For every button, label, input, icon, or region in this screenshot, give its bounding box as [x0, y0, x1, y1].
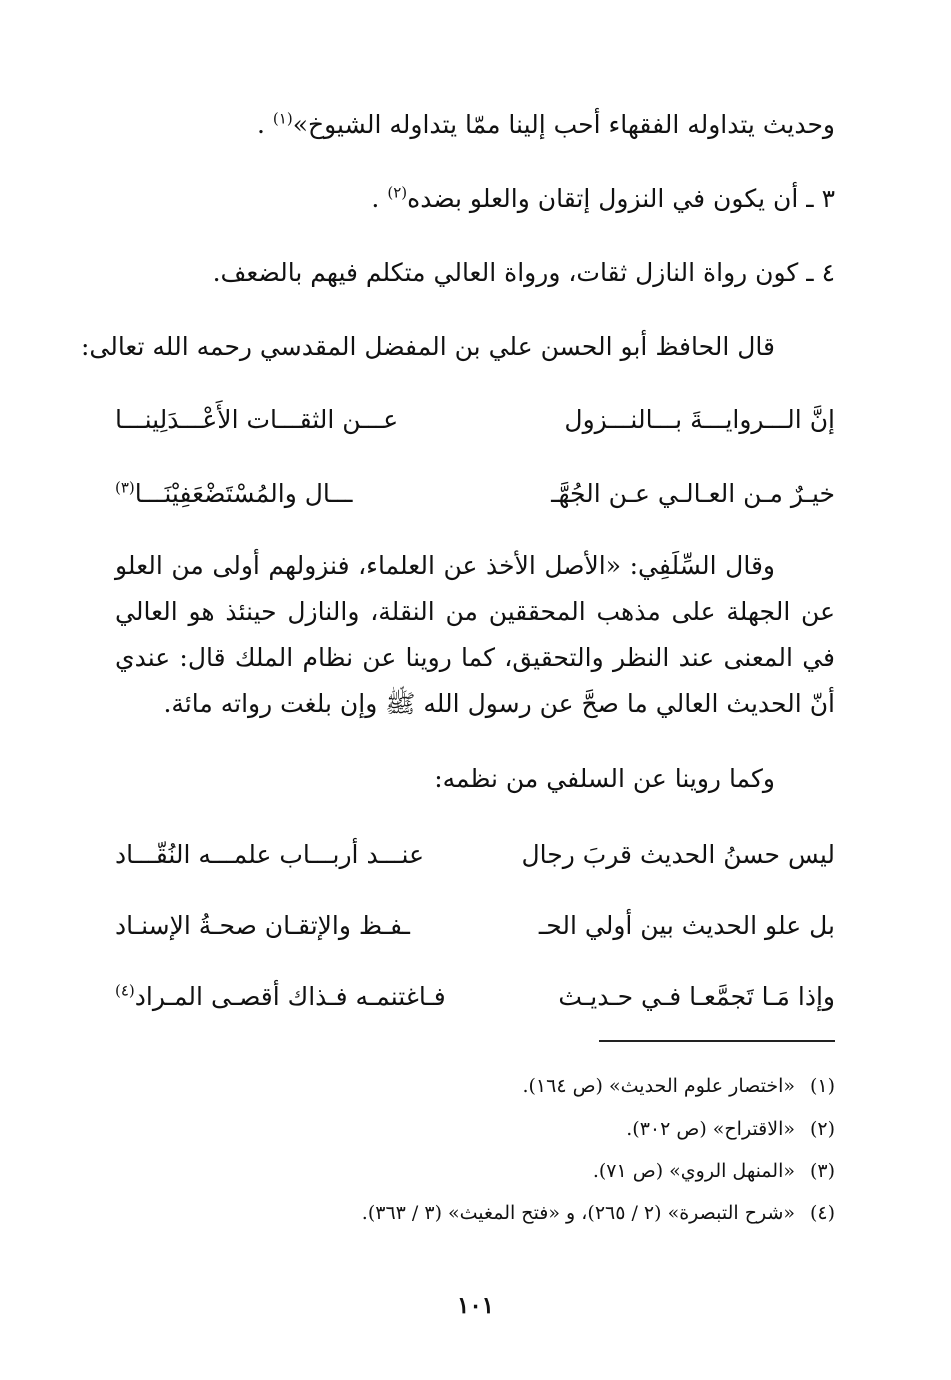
verse-2-first-hemistich: خيـرٌ مـن العـالـي عـن الجُهَّـ: [551, 479, 835, 508]
footnote-2-number: (٢): [809, 1118, 835, 1140]
verse-5-first-hemistich: وإذا مَـا تَجمَّعـا فـي حـديـث: [558, 982, 835, 1011]
body-line-hadith-quote-end: [257, 108, 835, 142]
footnote-ref-1[interactable]: (١): [272, 109, 293, 128]
poem-intro-2: [434, 762, 775, 796]
poem-intro-1-text: قال الحافظ أبو الحسن علي بن المفضل المقدسي رحمه الله تعالى:: [80, 332, 775, 361]
verse-2-second-hemistich-text: ـــال والمُسْتَضْعَفِيْنَـــا: [134, 479, 353, 508]
verse-3-second-hemistich: عنـــد أربـــاب علمـــه النُقّـــاد: [115, 840, 424, 869]
verse-3-first-hemistich: ليس حسنُ الحديث قربَ رجال: [521, 840, 835, 869]
verse-2: [115, 474, 835, 514]
body-text: وحديث يتداوله الفقهاء أحب إلينا ممّا يتداوله الشيوخ»: [292, 110, 835, 139]
body-text-end: .: [257, 110, 273, 139]
footnote-3: [593, 1158, 835, 1184]
verse-3: [115, 835, 835, 875]
footnote-separator: [599, 1040, 835, 1042]
footnote-ref-2[interactable]: (٢): [387, 183, 408, 202]
page-number: ١٠١: [456, 1292, 495, 1319]
poem-intro-1: [81, 330, 775, 364]
list-item-4-text: ٤ ـ كون رواة النازل ثقات، ورواة العالي متكلم فيهم بالضعف.: [212, 258, 835, 287]
footnote-4-number: (٤): [809, 1202, 835, 1224]
footnote-ref-4[interactable]: (٤): [115, 981, 135, 1000]
footnote-2-text: «الاقتراح» (ص ٣٠٢).: [626, 1118, 795, 1140]
footnote-1-number: (١): [809, 1075, 835, 1097]
footnote-3-text: «المنهل الروي» (ص ٧١).: [592, 1160, 795, 1182]
footnote-1-text: «اختصار علوم الحديث» (ص ١٦٤).: [522, 1075, 795, 1097]
verse-5-second-hemistich-text: فـاغتنمـه فـذاك أقصـى المـراد: [134, 982, 446, 1011]
list-item-3-end: .: [371, 184, 388, 213]
footnote-4-text: «شرح التبصرة» (٢ / ٢٦٥)، و «فتح المغيث» (٣ / ٣٦٣).: [361, 1202, 795, 1224]
list-item-3: [371, 182, 835, 216]
list-item-3-text: ٣ ـ أن يكون في النزول إتقان والعلو بضده: [407, 184, 835, 213]
footnote-1: [522, 1073, 835, 1099]
footnote-2: [626, 1116, 835, 1142]
verse-2-second-hemistich: [115, 474, 352, 514]
verse-5-second-hemistich: [115, 977, 446, 1017]
footnote-ref-3[interactable]: (٣): [115, 478, 135, 497]
salafi-paragraph-text: وقال السِّلَفِي: «الأصل الأخذ عن العلماء، فنزولهم أولى من العلو عن الجهلة على مذهب المحققين من النقلة، والنازل حينئذ هو العالي في المعنى عند النظر والتحقيق، كما روينا عن نظام الملك قال: عندي أنّ الحديث العالي ما صحَّ عن رسول الله ﷺ وإن بلغت رواته مائة.: [115, 551, 835, 718]
verse-4: [115, 906, 835, 946]
verse-1-first-hemistich: إنَّ الـــروايـــةَ بـــالنـــزول: [564, 405, 835, 434]
list-item-4: [213, 256, 835, 290]
verse-4-first-hemistich: بل علو الحديث بين أولي الحـ: [538, 911, 835, 940]
verse-1: [115, 400, 835, 440]
verse-1-second-hemistich: عـــن الثقـــات الأَعْـــدَلِينـــا: [115, 405, 399, 434]
poem-intro-2-text: وكما روينا عن السلفي من نظمه:: [434, 764, 775, 793]
salafi-paragraph: [115, 543, 835, 727]
verse-5: [115, 977, 835, 1017]
footnote-3-number: (٣): [809, 1160, 835, 1182]
footnote-4: [362, 1200, 835, 1226]
verse-4-second-hemistich: ـفـظ والإتقـان صحـةُ الإسنـاد: [115, 911, 410, 940]
